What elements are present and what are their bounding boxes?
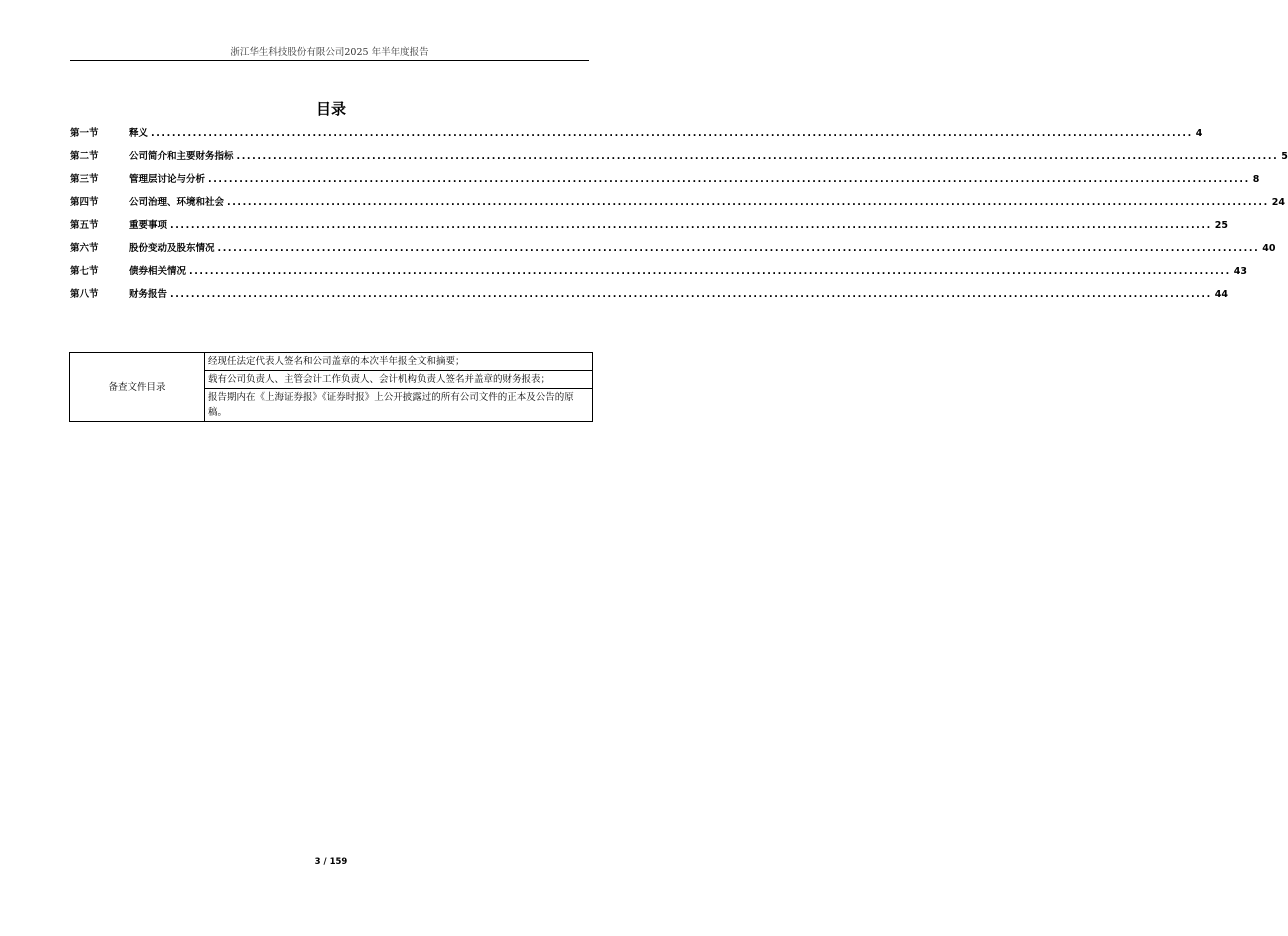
page-indicator: 3 / 159 [314, 857, 348, 867]
toc-entry[interactable] [70, 265, 1248, 288]
toc-page-number: 5 [1281, 151, 1288, 162]
toc-section-label: 股份变动及股东情况 [129, 243, 215, 254]
toc-section-label: 释义 [129, 128, 149, 139]
reference-document-item: 经现任法定代表人签名和公司盖章的本次半年报全文和摘要； [205, 353, 593, 371]
toc-leader-dots: ........................................................................................................................................................................................................ [170, 289, 1212, 300]
toc-section-label: 财务报告 [129, 289, 168, 300]
toc-entry[interactable] [70, 288, 1229, 311]
toc-leader-dots: ........................................................................................................................................................................................................ [151, 128, 1193, 139]
toc-section-number: 第六节 [70, 243, 99, 254]
toc-leader-dots: ........................................................................................................................................................................................................ [170, 220, 1212, 231]
toc-page-number: 24 [1271, 197, 1286, 208]
toc-section-number: 第四节 [70, 197, 99, 208]
toc-leader-dots: ........................................................................................................................................................................................................ [227, 197, 1269, 208]
toc-section-label: 债券相关情况 [129, 266, 187, 277]
toc-section-number: 第一节 [70, 128, 99, 139]
reference-document-item: 载有公司负责人、主管会计工作负责人、会计机构负责人签名并盖章的财务报表； [205, 371, 593, 389]
reference-documents-table [69, 352, 593, 422]
toc-entry[interactable] [70, 219, 1229, 242]
toc-page-number: 44 [1214, 289, 1229, 300]
toc-section-number: 第二节 [70, 151, 99, 162]
toc-page-number: 4 [1195, 128, 1203, 139]
toc-entry[interactable] [70, 127, 1203, 150]
toc-page-number: 8 [1252, 174, 1260, 185]
toc-section-number: 第八节 [70, 289, 99, 300]
toc-section-number: 第五节 [70, 220, 99, 231]
toc-entry[interactable] [70, 173, 1260, 196]
header-rule [70, 60, 589, 61]
toc-leader-dots: ........................................................................................................................................................................................................ [217, 243, 1260, 254]
toc-leader-dots: ........................................................................................................................................................................................................ [189, 266, 1231, 277]
toc-section-label: 公司简介和主要财务指标 [129, 151, 234, 162]
toc-leader-dots: ........................................................................................................................................................................................................ [236, 151, 1279, 162]
toc-section-label: 重要事项 [129, 220, 168, 231]
toc-entry[interactable] [70, 242, 1276, 265]
table-of-contents [70, 127, 1288, 311]
report-header: 浙江华生科技股份有限公司2025 年半年度报告 [230, 47, 429, 58]
toc-entry[interactable] [70, 196, 1286, 219]
toc-section-label: 管理层讨论与分析 [129, 174, 206, 185]
toc-page-number: 25 [1214, 220, 1229, 231]
toc-page-number: 40 [1262, 243, 1276, 254]
toc-title: 目录 [315, 100, 346, 118]
toc-entry[interactable] [70, 150, 1288, 173]
toc-section-label: 公司治理、环境和社会 [129, 197, 225, 208]
toc-page-number: 43 [1233, 266, 1248, 277]
toc-section-number: 第三节 [70, 174, 99, 185]
reference-documents-label: 备查文件目录 [70, 353, 205, 422]
table-row [70, 353, 593, 371]
reference-document-item: 报告期内在《上海证券报》《证券时报》上公开披露过的所有公司文件的正本及公告的原稿。 [205, 389, 593, 422]
toc-leader-dots: ........................................................................................................................................................................................................ [208, 174, 1250, 185]
toc-section-number: 第七节 [70, 266, 99, 277]
